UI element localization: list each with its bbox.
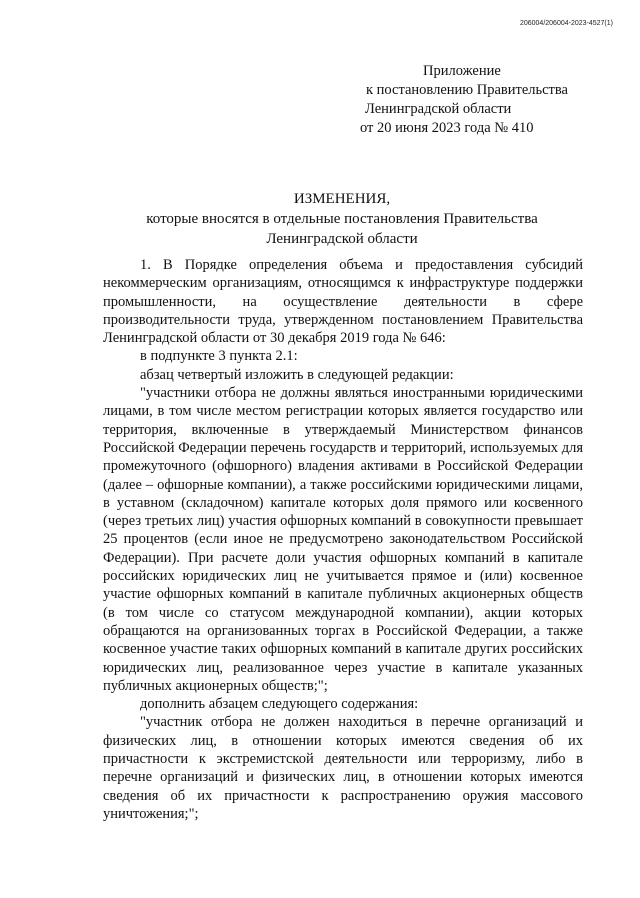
paragraph-quote-1: "участники отбора не должны являться иностранными юридическими лицами, в том числе местом регистрации которых является государство или территория, включенные в утверждаемый Министерством финансов Российской Федерации перечень государств и территорий, используемых для промежуточного (офшорного) владения активами в Российской Федерации (далее – офшорные компании), а также российскими юридическими лицами, в уставном (складочном) капитале которых доля прямого или косвенного (через третьих лиц) участия офшорных компаний в совокупности превышает 25 процентов (если иное не предусмотрено законодательством Российской Федерации). При расчете доли участия офшорных компаний в капитале российских юридических лиц не учитывается прямое и (или) косвенное участие офшорных компаний в капитале публичных акционерных обществ (в том числе со статусом международной компании), акции которых обращаются на организованных торгах в Российской Федерации, а также косвенное участие таких офшорных компаний в капитале других российских юридических лиц, реализованное через участие в капитале указанных публичных акционерных обществ;"; xyxy=(103,385,583,694)
heading-title: ИЗМЕНЕНИЯ, xyxy=(293,191,391,207)
appendix-title: Приложение xyxy=(423,63,501,79)
paragraph-instruction: абзац четвертый изложить в следующей редакции: xyxy=(140,366,454,383)
appendix-header xyxy=(360,62,620,138)
appendix-reference: к постановлению Правительства xyxy=(366,82,568,98)
paragraph-item-1: 1. В Порядке определения объема и предоставления субсидий некоммерческим организациям, относящимся к инфраструктуре поддержки промышленности, на осуществление деятельности в сфере производительности труда, утвержденном постановлением Правительства Ленинградской области от 30 декабря 2019 года № 646: xyxy=(103,257,583,347)
paragraph-quote-2: "участник отбора не должен находиться в перечне организаций и физических лиц, в отношении которых имеются сведения об их причастности к экстремистской деятельности или терроризму, либо в перечне организаций и физических лиц, в отношении которых имеются сведения об их причастности к распространению оружия массового уничтожения;"; xyxy=(103,714,583,822)
paragraph-add-instruction: дополнить абзацем следующего содержания: xyxy=(140,696,419,713)
document-heading xyxy=(100,189,584,249)
heading-subtitle: которые вносятся в отдельные постановления Правительства xyxy=(146,211,538,227)
document-body xyxy=(103,256,583,823)
document-id: 206004/206004-2023-4527(1) xyxy=(519,20,613,27)
appendix-region: Ленинградской области xyxy=(365,101,512,117)
appendix-date: от 20 июня 2023 года № 410 xyxy=(360,120,534,136)
paragraph-subpoint: в подпункте 3 пункта 2.1: xyxy=(140,348,298,365)
heading-region: Ленинградской области xyxy=(266,231,418,247)
